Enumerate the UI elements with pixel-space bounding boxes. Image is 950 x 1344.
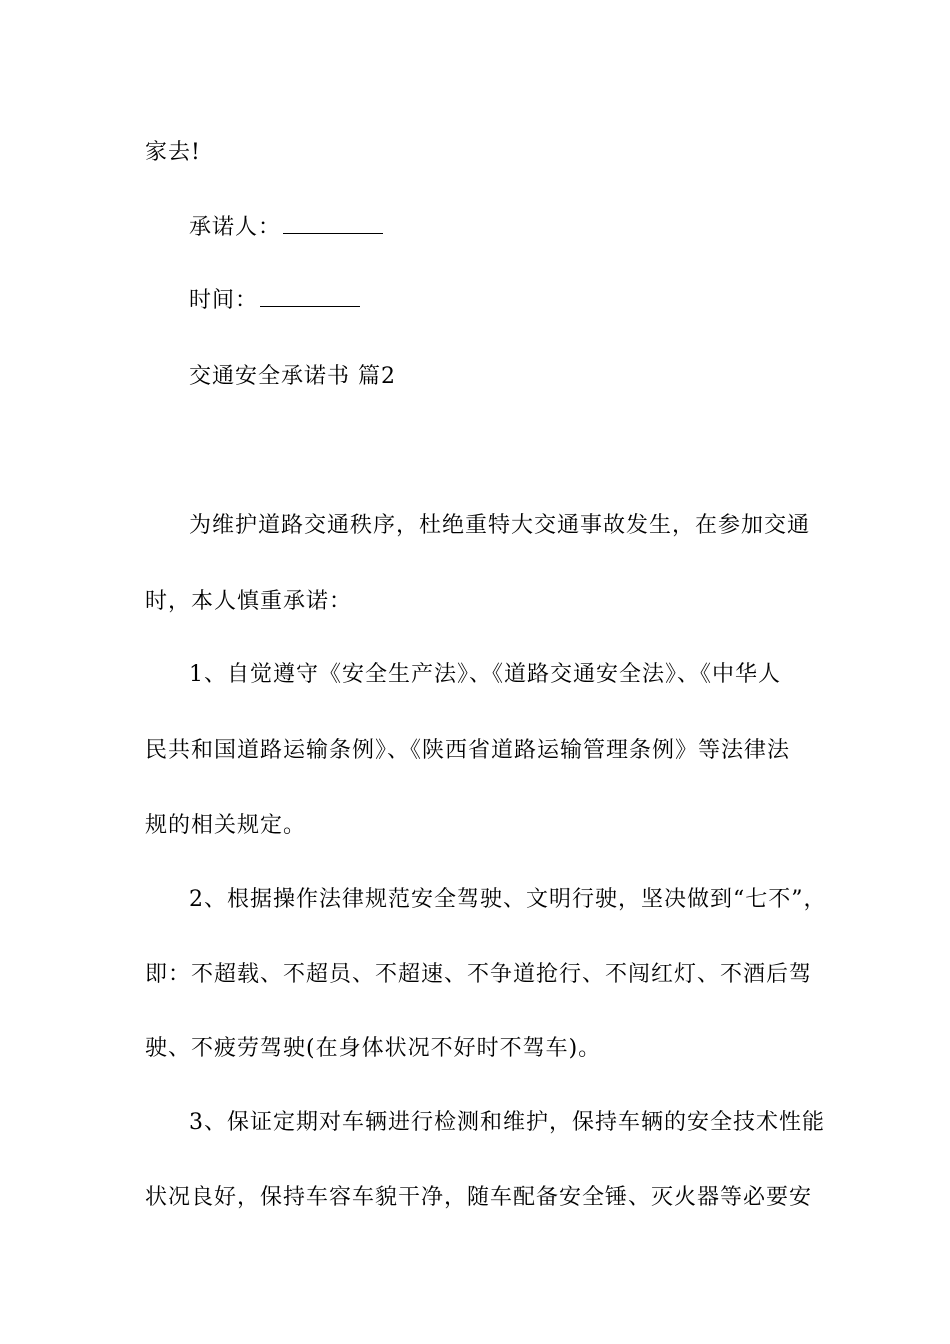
section-title: 交通安全承诺书 篇2 <box>189 364 396 389</box>
text-line: 家去! <box>145 140 201 165</box>
paragraph-line: 2、根据操作法律规范安全驾驶、文明行驶，坚决做到“七不”， <box>189 887 827 912</box>
paragraph-line: 3、保证定期对车辆进行检测和维护，保持车辆的安全技术性能 <box>189 1110 825 1135</box>
signer-line <box>189 215 383 241</box>
paragraph-line: 民共和国道路运输条例》、《陕西省道路运输管理条例》等法律法 <box>145 738 791 763</box>
paragraph-line: 1、自觉遵守《安全生产法》、《道路交通安全法》、《中华人 <box>189 662 781 687</box>
paragraph-line: 为维护道路交通秩序，杜绝重特大交通事故发生，在参加交通 <box>189 513 811 538</box>
paragraph-line: 状况良好，保持车容车貌干净，随车配备安全锤、灭火器等必要安 <box>145 1185 813 1210</box>
signer-label: 承诺人： <box>189 215 282 240</box>
time-label: 时间： <box>189 288 259 313</box>
paragraph-line: 规的相关规定。 <box>145 813 307 838</box>
signer-blank <box>283 215 383 234</box>
paragraph-line: 即：不超载、不超员、不超速、不争道抢行、不闯红灯、不酒后驾 <box>145 962 813 987</box>
paragraph-line: 驶、不疲劳驾驶(在身体状况不好时不驾车)。 <box>145 1036 602 1061</box>
time-line <box>189 288 360 314</box>
time-blank <box>260 288 360 307</box>
paragraph-line: 时，本人慎重承诺： <box>145 589 353 614</box>
